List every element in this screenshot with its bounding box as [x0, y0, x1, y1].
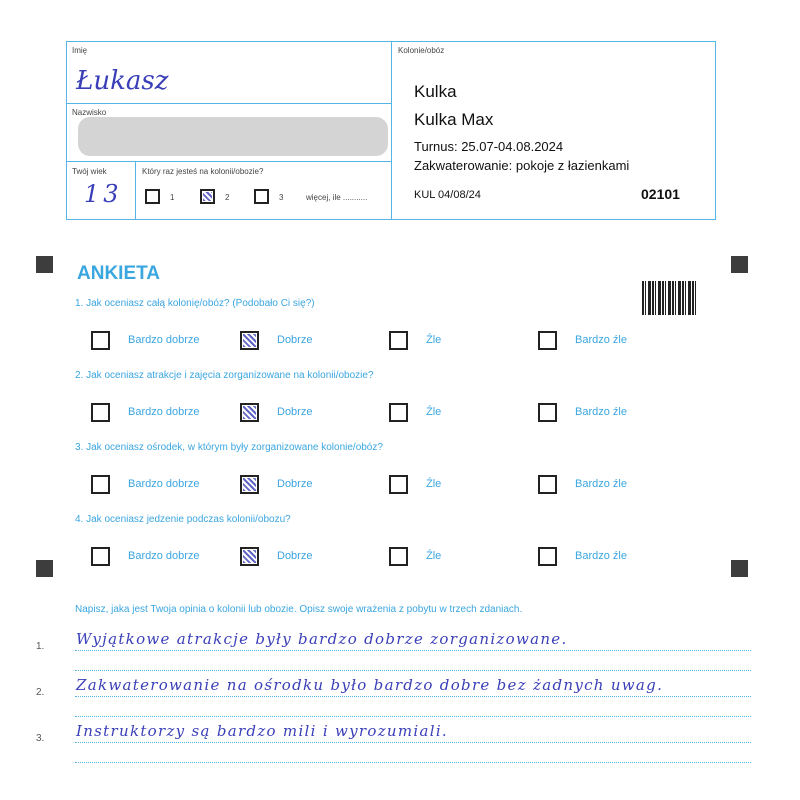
ktory-raz-option-3: 3: [279, 193, 284, 202]
opinion-prompt: Napisz, jaka jest Twoja opinia o kolonii lub obozie. Opisz swoje wrażenia z pobytu w trzech zdaniach.: [75, 604, 523, 615]
opinion-number: 1.: [36, 641, 45, 652]
q1-option-label: Dobrze: [277, 334, 313, 346]
q3-option-label: Dobrze: [277, 478, 313, 490]
ktory-raz-option-1: 1: [170, 193, 175, 202]
writing-line: [75, 716, 751, 717]
q1-option-label: Bardzo źle: [575, 334, 627, 346]
zakwaterowanie: Zakwaterowanie: pokoje z łazienkami: [414, 158, 630, 173]
q3-option-label: Bardzo dobrze: [128, 478, 200, 490]
wiek-value: 13: [84, 180, 123, 208]
header-divider: [66, 161, 391, 162]
q4-checkbox-2[interactable]: [240, 547, 259, 566]
q1-checkbox-4[interactable]: [538, 331, 557, 350]
writing-line: [75, 696, 751, 697]
ktory-raz-label: Który raz jesteś na kolonii/obozie?: [142, 167, 264, 176]
imie-label: Imię: [72, 46, 88, 55]
opinion-line-1[interactable]: Wyjątkowe atrakcje były bardzo dobrze zorganizowane.: [76, 630, 568, 648]
ktory-raz-checkbox-3[interactable]: [254, 189, 269, 204]
q2-option-label: Bardzo źle: [575, 406, 627, 418]
wiek-label: Twój wiek: [72, 167, 107, 176]
question-4: 4. Jak oceniasz jedzenie podczas kolonii/obozu?: [75, 514, 291, 525]
ktory-raz-more: więcej, ile ...........: [306, 193, 368, 202]
q1-checkbox-1[interactable]: [91, 331, 110, 350]
q2-checkbox-3[interactable]: [389, 403, 408, 422]
q3-option-label: Bardzo źle: [575, 478, 627, 490]
q2-checkbox-1[interactable]: [91, 403, 110, 422]
opinion-number: 3.: [36, 733, 45, 744]
ktory-raz-checkbox-2[interactable]: [200, 189, 215, 204]
q3-option-label: Źle: [426, 478, 442, 490]
camp-code: KUL 04/08/24: [414, 189, 481, 201]
q2-option-label: Bardzo dobrze: [128, 406, 200, 418]
survey-title: ANKIETA: [77, 263, 161, 284]
question-3: 3. Jak oceniasz ośrodek, w którym były zorganizowane kolonie/obóz?: [75, 442, 383, 453]
q1-option-label: Bardzo dobrze: [128, 334, 200, 346]
header-divider: [66, 103, 391, 104]
q1-option-label: Źle: [426, 334, 442, 346]
q4-option-label: Bardzo źle: [575, 550, 627, 562]
q3-checkbox-1[interactable]: [91, 475, 110, 494]
registration-mark: [36, 560, 53, 577]
opinion-number: 2.: [36, 687, 45, 698]
writing-line: [75, 650, 751, 651]
ktory-raz-option-2: 2: [225, 193, 230, 202]
nazwisko-label: Nazwisko: [72, 108, 107, 117]
header-divider: [135, 161, 136, 220]
q4-option-label: Bardzo dobrze: [128, 550, 200, 562]
writing-line: [75, 670, 751, 671]
q4-checkbox-4[interactable]: [538, 547, 557, 566]
q4-checkbox-3[interactable]: [389, 547, 408, 566]
question-1: 1. Jak oceniasz całą kolonię/obóz? (Podobało Ci się?): [75, 298, 315, 309]
opinion-line-2[interactable]: Zakwaterowanie na ośrodku było bardzo dobre bez żadnych uwag.: [76, 676, 664, 694]
registration-mark: [731, 256, 748, 273]
kolonia-sub: Kulka Max: [414, 110, 494, 129]
q4-option-label: Dobrze: [277, 550, 313, 562]
header-divider: [391, 41, 392, 220]
kolonie-label: Kolonie/obóz: [398, 46, 445, 55]
q2-checkbox-2[interactable]: [240, 403, 259, 422]
imie-value: Łukasz: [76, 66, 169, 96]
opinion-line-3[interactable]: Instruktorzy są bardzo mili i wyrozumiali.: [76, 722, 448, 740]
redacted-surname: [78, 117, 388, 156]
q4-checkbox-1[interactable]: [91, 547, 110, 566]
ktory-raz-checkbox-1[interactable]: [145, 189, 160, 204]
q2-option-label: Dobrze: [277, 406, 313, 418]
q3-checkbox-4[interactable]: [538, 475, 557, 494]
form-number: 02101: [641, 186, 680, 202]
q3-checkbox-2[interactable]: [240, 475, 259, 494]
q4-option-label: Źle: [426, 550, 442, 562]
q1-checkbox-2[interactable]: [240, 331, 259, 350]
writing-line: [75, 742, 751, 743]
q1-checkbox-3[interactable]: [389, 331, 408, 350]
q3-checkbox-3[interactable]: [389, 475, 408, 494]
kolonia-name: Kulka: [414, 82, 457, 101]
barcode: [642, 281, 697, 315]
turnus: Turnus: 25.07-04.08.2024: [414, 139, 564, 154]
writing-line: [75, 762, 751, 763]
registration-mark: [36, 256, 53, 273]
registration-mark: [731, 560, 748, 577]
question-2: 2. Jak oceniasz atrakcje i zajęcia zorganizowane na kolonii/obozie?: [75, 370, 374, 381]
q2-checkbox-4[interactable]: [538, 403, 557, 422]
q2-option-label: Źle: [426, 406, 442, 418]
